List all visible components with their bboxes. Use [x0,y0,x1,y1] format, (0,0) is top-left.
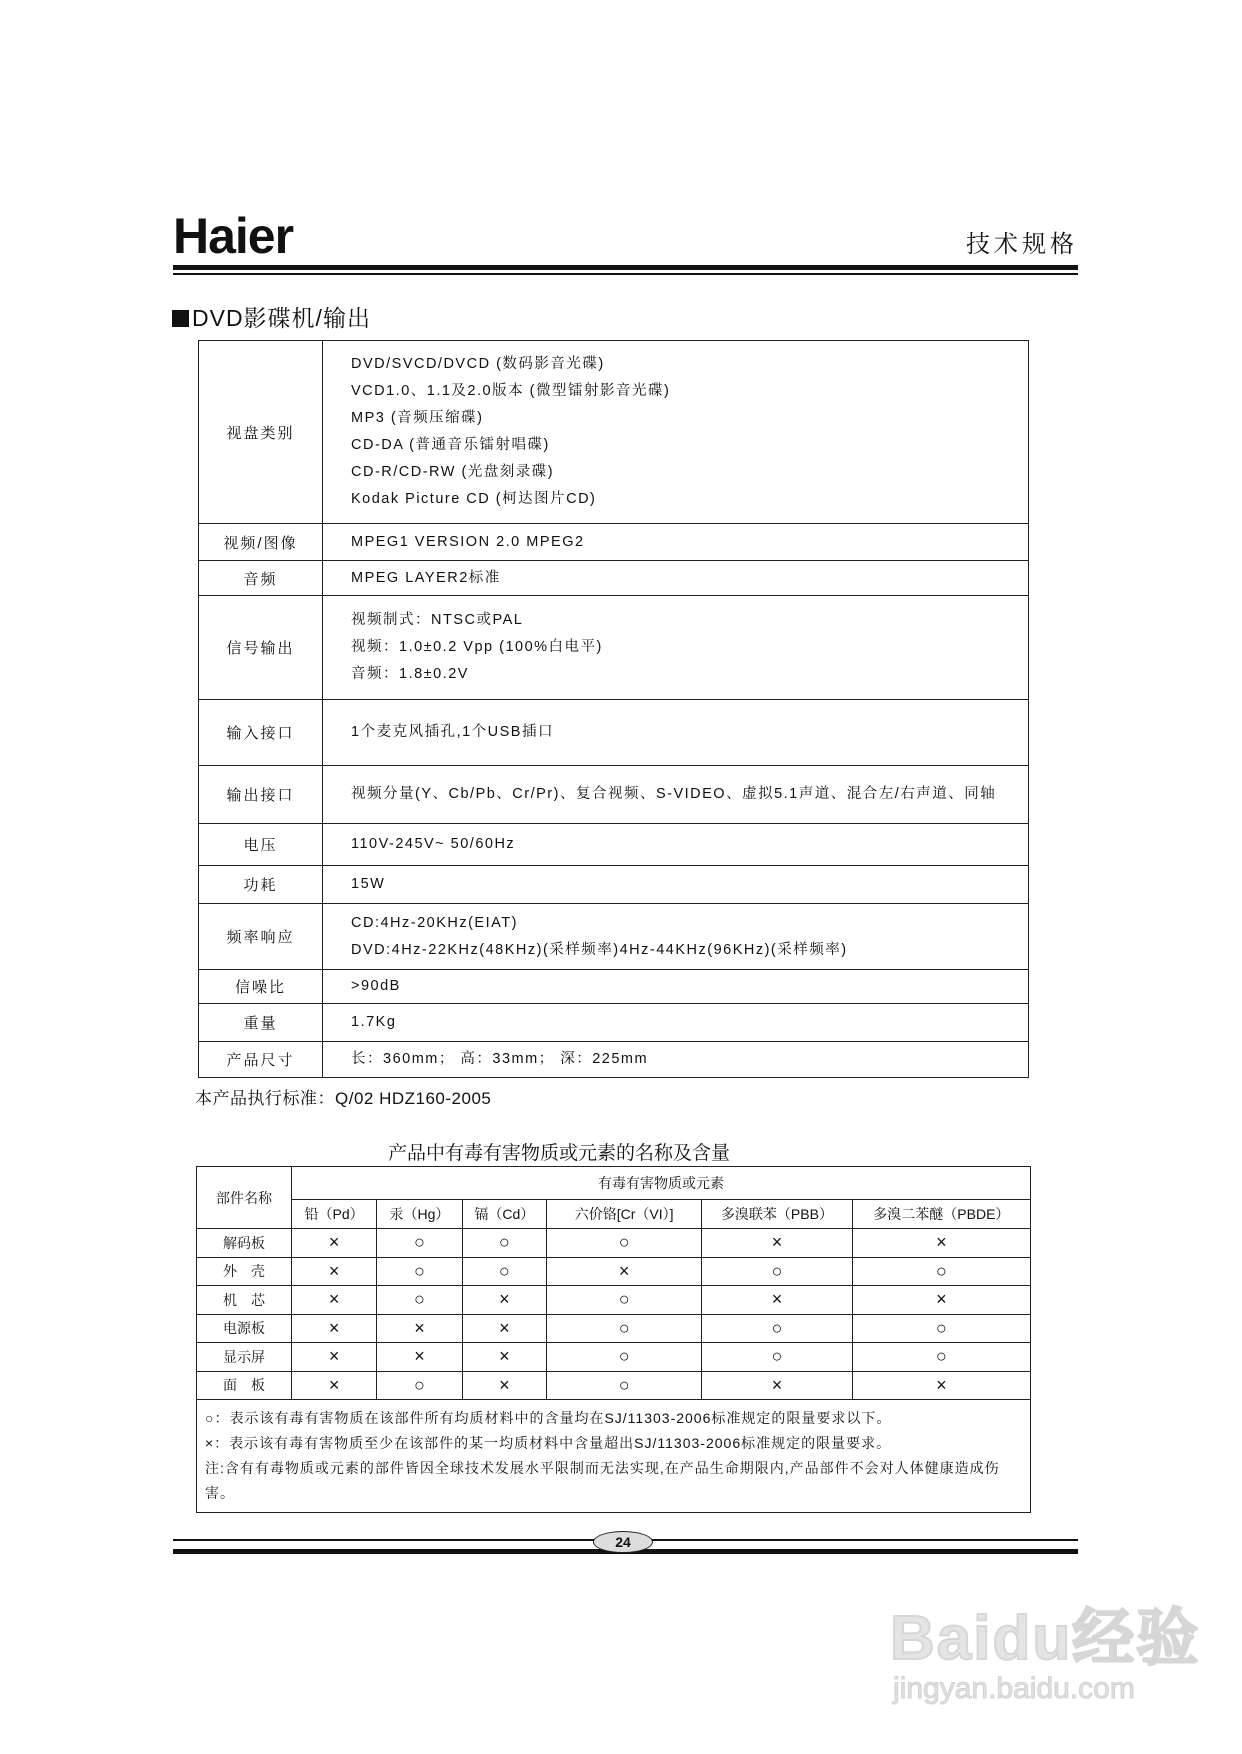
spec-value-line: 视频分量(Y、Cb/Pb、Cr/Pr)、复合视频、S-VIDEO、虚拟5.1声道、混合左/右声道、同轴 [351,786,997,802]
watermark-brand: Baidu经验 [890,1604,1201,1673]
hazard-mark: ○ [547,1229,702,1258]
hazard-mark: × [291,1314,376,1343]
spec-label: 重量 [199,1004,323,1042]
hazard-column-row [197,1200,1031,1229]
spec-value-line: CD-R/CD-RW (光盘刻录碟) [351,464,555,480]
spec-row [199,596,1029,700]
spec-value [323,866,1029,904]
hazard-mark: × [462,1314,546,1343]
part-name: 面 板 [197,1371,292,1400]
substance-group-header: 有毒有害物质或元素 [291,1167,1030,1200]
spec-value-line: 15W [351,876,386,892]
spec-value [323,766,1029,824]
hazard-mark: ○ [702,1314,853,1343]
hazard-mark: × [702,1286,853,1315]
spec-row [199,1004,1029,1042]
hazard-table-title: 产品中有毒有害物质或元素的名称及含量 [387,1143,730,1164]
hazard-mark: × [291,1229,376,1258]
spec-value [323,970,1029,1004]
page-number: 24 [593,1531,653,1553]
spec-row [199,766,1029,824]
spec-value-line: 长：360mm； 高：33mm； 深：225mm [351,1051,649,1067]
hazard-note: 注:含有有毒物质或元素的部件皆因全球技术发展水平限制而无法实现,在产品生命期限内,产品部件不会对人体健康造成伤害。 [205,1460,1000,1501]
spec-table [198,340,1029,1078]
section-name: 技术规格 [966,231,1078,258]
spec-value-line: CD:4Hz-20KHz(EIAT) [351,914,518,931]
hazard-mark: ○ [852,1343,1030,1372]
part-name: 显示屏 [197,1343,292,1372]
substance-column-header: 六价铬[Cr（VI）] [547,1200,702,1229]
spec-value-line: Kodak Picture CD (柯达图片CD) [351,491,597,507]
spec-value-line: 视频制式：NTSC或PAL [351,612,524,628]
spec-label: 输入接口 [199,700,323,766]
hazard-mark: × [852,1229,1030,1258]
hazard-mark: ○ [547,1371,702,1400]
hazard-mark: × [702,1371,853,1400]
hazard-mark: × [852,1286,1030,1315]
hazard-notes [197,1400,1031,1513]
hazard-mark: ○ [377,1257,462,1286]
spec-value-line: 视频：1.0±0.2 Vpp (100%白电平) [351,639,603,655]
hazard-table [196,1166,1031,1513]
substance-column-header: 镉（Cd） [462,1200,546,1229]
spec-row [199,970,1029,1004]
hazard-mark: × [291,1343,376,1372]
standard-text: 本产品执行标准：Q/02 HDZ160-2005 [195,1089,492,1108]
spec-value-line: VCD1.0、1.1及2.0版本 (微型镭射影音光碟) [351,383,671,399]
hazard-mark: × [291,1371,376,1400]
hazard-notes-row [197,1400,1031,1513]
spec-value-line: MP3 (音频压缩碟) [351,410,484,426]
hazard-mark: × [462,1343,546,1372]
haier-logo: Haier [173,208,294,264]
hazard-mark: × [702,1229,853,1258]
spec-value-line: MPEG LAYER2标准 [351,569,501,586]
hazard-mark: ○ [547,1314,702,1343]
hazard-mark: × [462,1286,546,1315]
substance-column-header: 多溴联苯（PBB） [702,1200,853,1229]
watermark-url: jingyan.baidu.com [893,1672,1135,1705]
square-bullet-icon [172,310,189,327]
spec-value-line: 1.7Kg [351,1014,397,1030]
spec-value [323,700,1029,766]
header-divider-thin [173,273,1078,275]
spec-value [323,341,1029,524]
spec-value-line: >90dB [351,978,401,994]
hazard-row [197,1229,1031,1258]
spec-label: 视频/图像 [199,524,323,561]
spec-row [199,1042,1029,1078]
hazard-mark: × [377,1314,462,1343]
spec-row [199,904,1029,970]
hazard-mark: ○ [852,1257,1030,1286]
spec-row [199,824,1029,866]
hazard-mark: ○ [702,1257,853,1286]
spec-value [323,561,1029,596]
hazard-mark: ○ [547,1343,702,1372]
spec-label: 输出接口 [199,766,323,824]
hazard-mark: ○ [702,1343,853,1372]
spec-value [323,824,1029,866]
spec-value-line: DVD:4Hz-22KHz(48KHz)(采样频率)4Hz-44KHz(96KHz)(采样频率) [351,941,848,958]
spec-row [199,524,1029,561]
spec-value-line: 1个麦克风插孔,1个USB插口 [351,724,554,740]
header-divider-thick [173,265,1078,270]
spec-label: 音频 [199,561,323,596]
spec-label: 电压 [199,824,323,866]
spec-value [323,1042,1029,1078]
hazard-mark: × [291,1257,376,1286]
hazard-note: ×：表示该有毒有害物质至少在该部件的某一均质材料中含量超出SJ/11303-2006标准规定的限量要求。 [205,1435,892,1451]
hazard-note: ○：表示该有毒有害物质在该部件所有均质材料中的含量均在SJ/11303-2006标准规定的限量要求以下。 [205,1410,892,1426]
hazard-mark: ○ [377,1229,462,1258]
spec-label: 信噪比 [199,970,323,1004]
spec-value [323,596,1029,700]
part-name-header: 部件名称 [197,1167,292,1229]
hazard-mark: × [291,1286,376,1315]
part-name: 解码板 [197,1229,292,1258]
hazard-mark: ○ [377,1286,462,1315]
substance-column-header: 多溴二苯醚（PBDE） [852,1200,1030,1229]
spec-value [323,524,1029,561]
hazard-header-row [197,1167,1031,1200]
spec-value-line: MPEG1 VERSION 2.0 MPEG2 [351,533,585,550]
hazard-mark: × [852,1371,1030,1400]
substance-column-header: 汞（Hg） [377,1200,462,1229]
section-title-text: DVD影碟机/输出 [192,305,371,331]
part-name: 外 壳 [197,1257,292,1286]
hazard-mark: ○ [547,1286,702,1315]
hazard-mark: × [547,1257,702,1286]
hazard-row [197,1257,1031,1286]
spec-label: 功耗 [199,866,323,904]
spec-value [323,904,1029,970]
spec-row [199,341,1029,524]
spec-label: 产品尺寸 [199,1042,323,1078]
hazard-mark: × [377,1343,462,1372]
hazard-mark: ○ [462,1257,546,1286]
spec-value [323,1004,1029,1042]
hazard-row [197,1343,1031,1372]
spec-value-line: 110V-245V~ 50/60Hz [351,836,516,852]
part-name: 电源板 [197,1314,292,1343]
hazard-row [197,1286,1031,1315]
spec-label: 频率响应 [199,904,323,970]
hazard-mark: ○ [462,1229,546,1258]
spec-row [199,700,1029,766]
hazard-mark: × [462,1371,546,1400]
spec-label: 视盘类别 [199,341,323,524]
spec-value-line: DVD/SVCD/DVCD (数码影音光碟) [351,356,605,372]
hazard-mark: ○ [852,1314,1030,1343]
hazard-mark: ○ [377,1371,462,1400]
hazard-row [197,1371,1031,1400]
spec-row [199,866,1029,904]
substance-column-header: 铅（Pd） [291,1200,376,1229]
part-name: 机 芯 [197,1286,292,1315]
spec-value-line: 音频：1.8±0.2V [351,666,469,682]
hazard-row [197,1314,1031,1343]
spec-row [199,561,1029,596]
spec-value-line: CD-DA (普通音乐镭射唱碟) [351,437,550,453]
section-title [172,300,371,333]
spec-label: 信号输出 [199,596,323,700]
